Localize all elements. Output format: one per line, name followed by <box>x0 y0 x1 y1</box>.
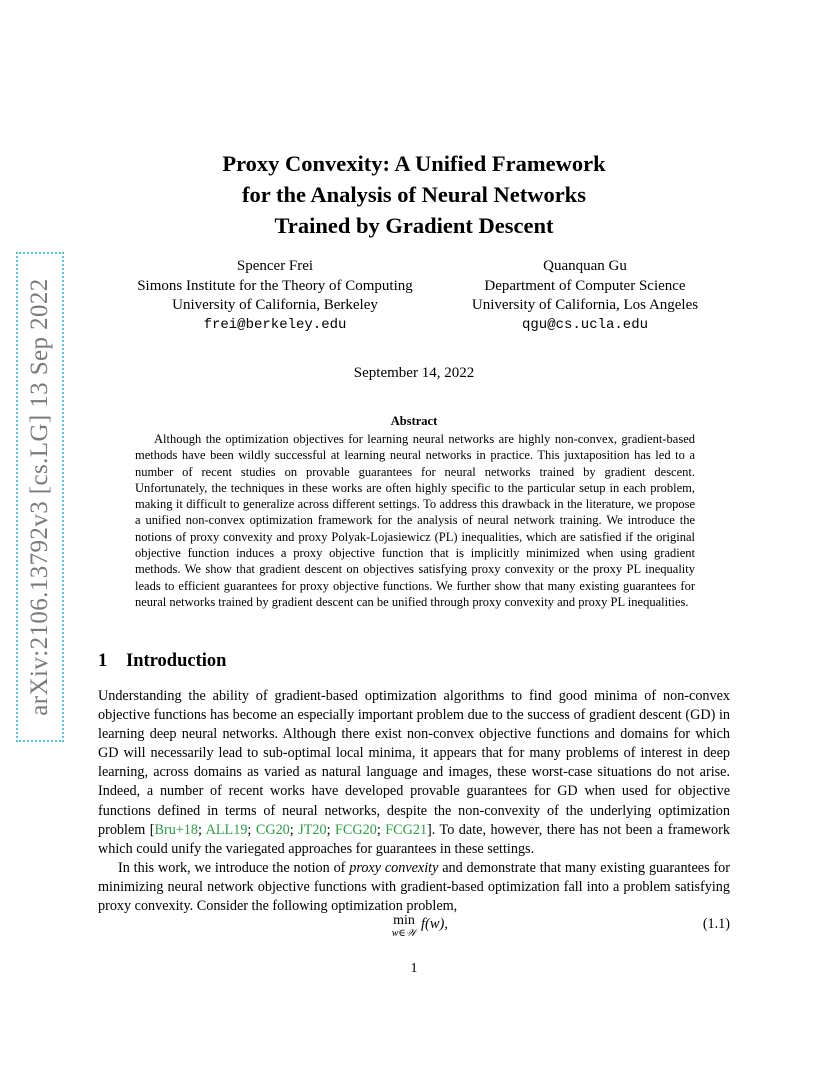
paper-date: September 14, 2022 <box>353 365 475 381</box>
title-line-2: for the Analysis of Neural Networks <box>242 182 586 207</box>
equation-min-operator <box>384 914 424 939</box>
citation-link[interactable]: FCG20 <box>335 821 377 838</box>
author-name: Quanquan Gu <box>543 258 627 274</box>
paragraph-2-tail: and demonstrate that many existing guarantees for minimizing neural network objective functions with gradient-based optimization fall into a problem satisfying proxy convexity. Consider the following optimization problem, <box>98 859 730 915</box>
citation-link[interactable]: Bru+18 <box>154 821 198 838</box>
equation-expression <box>421 916 448 933</box>
abstract-heading: Abstract <box>390 414 438 428</box>
paper-title <box>100 148 728 241</box>
equation-expression-text: f(w), <box>421 916 448 932</box>
equation-number: (1.1) <box>702 916 730 932</box>
author-block-1 <box>110 257 440 335</box>
paragraph-1-text: Understanding the ability of gradient-based optimization algorithms to find good minima of non-convex objective functions has become an especially important problem due to the success of gradient descent (GD) in learning deep neural networks. Although there exist non-convex objective functions and domains for which GD will necessarily lead to sub-optimal local minima, it appears that for many problems of interest in deep learning, across domains as varied as natural language and images, these worst-case situations do not arise. Indeed, a number of recent works have developed provable guarantees for GD when used for objective functions defined in terms of neural networks, despite the non-convexity of the underlying optimization problem [ <box>98 688 730 838</box>
paragraph-1-tail: ]. To date, however, there has not been a framework which could unify the variegated approaches for guarantees in these settings. <box>98 821 730 857</box>
arxiv-stamp[interactable]: arXiv:2106.13792v3 [cs.LG] 13 Sep 2022 <box>26 278 53 716</box>
citation-link[interactable]: FCG21 <box>385 821 428 838</box>
author-name: Spencer Frei <box>236 258 314 274</box>
emphasis-text: proxy convexity <box>349 859 439 876</box>
citation-link[interactable]: JT20 <box>298 821 327 838</box>
min-label: min <box>393 913 415 928</box>
paragraph-2 <box>98 859 730 916</box>
author-email[interactable]: frei@berkeley.edu <box>203 316 347 333</box>
author-university: University of California, Berkeley <box>172 297 378 313</box>
citation-link[interactable]: ALL19 <box>205 821 248 838</box>
author-affiliation: Department of Computer Science <box>484 277 686 294</box>
page-number: 1 <box>410 961 418 976</box>
citation-link[interactable]: CG20 <box>255 821 290 838</box>
section-title: Introduction <box>126 651 227 671</box>
title-line-1: Proxy Convexity: A Unified Framework <box>222 151 606 176</box>
equation-1-1 <box>98 913 730 942</box>
min-subscript: w∈𝒲 <box>391 928 417 939</box>
paragraph-1: Understanding the ability of gradient-based optimization algorithms to find good minima of non-convex objective functions has become an especially important problem due to the success of gradient descent (GD) in learning deep neural networks. Although there exist non-convex objective functions and domains for which GD will necessarily lead to sub-optimal local minima, it appears that for many problems of interest in deep learning, across domains as varied as natural language and images, these worst-case situations do not arise. Indeed, a number of recent works have developed provable guarantees for GD when used for objective functions defined in terms of neural networks, despite the non-convexity of the underlying optimization problem [Bru+18; ALL19; CG20; JT20; FCG20; FCG21]. To date, however, there has not been a framework which could unify the variegated approaches for guarantees in these settings. <box>98 688 730 857</box>
section-heading <box>98 651 226 672</box>
author-affiliation: Simons Institute for the Theory of Computing <box>137 277 413 294</box>
abstract-text: Although the optimization objectives for learning neural networks are highly non-convex, gradient-based methods have been wildly successful at learning neural networks in practice. This juxtaposition has led to a number of recent studies on provable guarantees for neural networks trained by gradient descent. Unfortunately, the techniques in these works are often highly specific to the particular setup in each problem, making it difficult to generalize across different settings. To address this drawback in the literature, we propose a unified non-convex optimization framework for the analysis of neural network training. We introduce the notions of proxy convexity and proxy Polyak-Lojasiewicz (PL) inequalities, which are satisfied if the original objective function induces a proxy objective function that is implicitly minimized when using gradient methods. We show that gradient descent on objectives satisfying proxy convexity or the proxy PL inequality leads to efficient guarantees for proxy objective functions. We further show that many existing guarantees for neural networks trained by gradient descent can be unified through proxy convexity and proxy PL inequalities. <box>135 432 695 609</box>
body-text <box>98 687 730 916</box>
author-block-2 <box>440 257 730 335</box>
title-line-3: Trained by Gradient Descent <box>274 213 554 238</box>
paragraph-2-text: In this work, we introduce the notion of <box>118 859 350 876</box>
author-email[interactable]: qgu@cs.ucla.edu <box>521 316 649 333</box>
section-number: 1 <box>98 651 108 671</box>
author-university: University of California, Los Angeles <box>471 297 699 313</box>
